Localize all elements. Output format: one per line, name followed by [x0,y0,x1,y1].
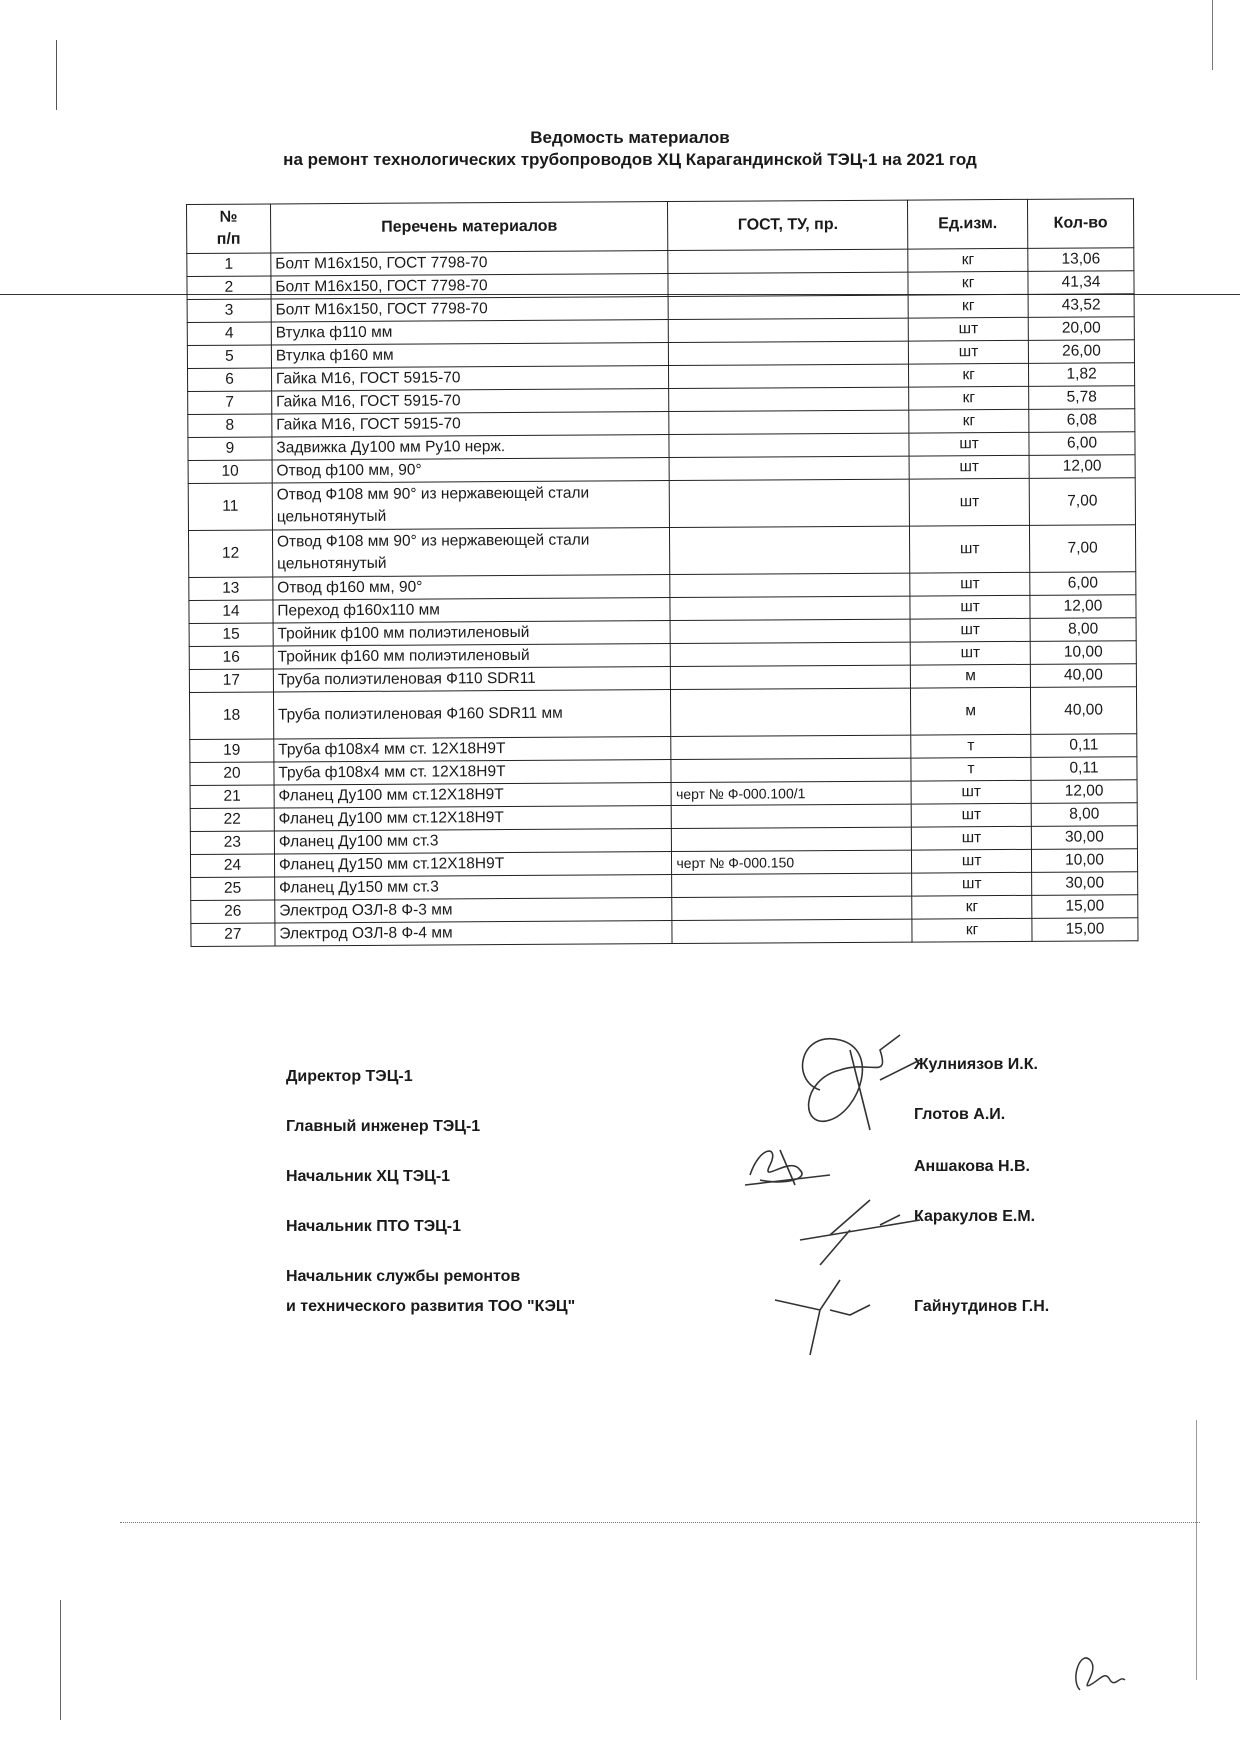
row-num: 4 [187,322,271,346]
row-name: Фланец Ду100 мм ст.12Х18Н9Т [274,806,672,831]
row-name: Отвод Ф108 мм 90° из нержавеющей стали цельнотянутый [272,481,670,530]
row-gost [671,735,911,759]
row-qty: 0,11 [1031,757,1137,781]
row-name: Фланец Ду150 мм ст.12Х18Н9Т [274,852,672,877]
row-name: Труба ф108х4 мм ст. 12Х18Н9Т [274,737,672,762]
header-name: Перечень материалов [270,202,668,253]
row-name: Задвижка Ду100 мм Ру10 нерж. [272,435,670,460]
row-qty: 8,00 [1030,618,1136,642]
row-unit: кг [908,271,1028,295]
header-num-line2: п/п [216,230,241,248]
row-name: Втулка ф110 мм [271,320,669,345]
row-num: 16 [189,646,273,670]
row-name: Отвод ф160 мм, 90° [273,575,671,600]
row-qty: 20,00 [1028,317,1134,341]
row-qty: 15,00 [1032,918,1138,942]
row-gost: черт № Ф-000.100/1 [671,781,911,805]
row-num: 13 [189,577,273,601]
row-gost [669,410,909,434]
scan-artifact-edge [56,40,57,110]
row-gost [670,526,910,574]
row-unit: шт [911,826,1031,850]
row-unit: шт [912,849,1032,873]
row-name: Болт М16х150, ГОСТ 7798-70 [271,297,669,322]
header-num-line1: № [219,208,238,226]
row-gost [671,665,911,689]
row-unit: шт [910,641,1030,665]
signature-block [286,1056,1106,1338]
row-gost [672,827,912,851]
row-name: Фланец Ду100 мм ст.3 [274,829,672,854]
row-num: 14 [189,600,273,624]
row-gost [672,896,912,920]
row-name: Гайка М16, ГОСТ 5915-70 [272,412,670,437]
row-gost [669,364,909,388]
row-num: 25 [191,877,275,901]
signatory-name: Каракулов Е.М. [914,1208,1036,1225]
row-num: 18 [189,692,273,740]
row-qty: 43,52 [1028,294,1134,318]
row-unit: кг [912,918,1032,942]
row-qty: 12,00 [1030,595,1136,619]
row-unit: шт [909,432,1029,456]
row-unit: шт [908,317,1028,341]
table-header-row [187,199,1134,254]
row-name: Фланец Ду150 мм ст.3 [275,875,673,900]
row-gost [669,456,909,480]
signatory-position-line2: и технического развития ТОО "КЭЦ" [286,1298,576,1315]
row-qty: 26,00 [1028,340,1134,364]
row-qty: 13,06 [1028,248,1134,272]
row-qty: 41,34 [1028,271,1134,295]
row-unit: кг [908,294,1028,318]
document-subtitle: на ремонт технологических трубопроводов ХЦ Карагандинской ТЭЦ-1 на 2021 год [283,150,977,169]
row-qty: 1,82 [1029,363,1135,387]
row-qty: 10,00 [1032,849,1138,873]
row-qty: 6,08 [1029,409,1135,433]
row-name: Гайка М16, ГОСТ 5915-70 [272,389,670,414]
row-unit: шт [912,872,1032,896]
signatory-name: Аншакова Н.В. [914,1158,1030,1175]
row-num: 8 [188,414,272,438]
row-gost [671,642,911,666]
row-name: Труба ф108х4 мм ст. 12Х18Н9Т [274,760,672,785]
row-unit: м [911,687,1031,735]
scan-artifact-edge [1196,1420,1197,1680]
signatory-position: Директор ТЭЦ-1 [286,1068,413,1085]
signatory-name: Гайнутдинов Г.Н. [914,1298,1050,1315]
row-unit: м [910,664,1030,688]
row-num: 7 [188,391,272,415]
row-unit: кг [909,386,1029,410]
row-gost [670,596,910,620]
row-qty: 30,00 [1031,826,1137,850]
row-gost [668,272,908,296]
row-num: 21 [190,785,274,809]
row-num: 24 [190,854,274,878]
row-num: 9 [188,437,272,461]
row-num: 26 [191,900,275,924]
row-gost [670,573,910,597]
table-row [188,525,1135,578]
table-row [189,687,1136,740]
row-unit: шт [910,618,1030,642]
row-name: Втулка ф160 мм [271,343,669,368]
row-gost: черт № Ф-000.150 [672,850,912,874]
row-unit: т [911,734,1031,758]
row-num: 11 [188,483,272,531]
row-name: Переход ф160х110 мм [273,598,671,623]
row-name: Электрод ОЗЛ-8 Ф-3 мм [275,898,673,923]
row-gost [669,318,909,342]
row-unit: шт [911,780,1031,804]
row-qty: 6,00 [1029,432,1135,456]
row-gost [668,249,908,273]
scan-artifact-dots [120,1522,1200,1523]
row-name: Отвод ф100 мм, 90° [272,458,670,483]
header-gost: ГОСТ, ТУ, пр. [668,200,908,250]
row-qty: 7,00 [1029,478,1135,526]
row-unit: кг [909,409,1029,433]
row-name: Тройник ф160 мм полиэтиленовый [273,644,671,669]
row-num: 23 [190,831,274,855]
handwritten-initials [1060,1640,1130,1700]
scan-artifact-edge [1212,0,1213,70]
header-qty: Кол-во [1028,199,1134,249]
row-unit: шт [909,340,1029,364]
row-num: 6 [188,368,272,392]
handwritten-signature [740,1135,850,1195]
row-qty: 30,00 [1032,872,1138,896]
row-num: 27 [191,923,275,947]
row-gost [668,295,908,319]
row-qty: 12,00 [1031,780,1137,804]
table-row [188,478,1135,531]
header-unit: Ед.изм. [908,199,1028,249]
row-qty: 6,00 [1030,572,1136,596]
row-num: 12 [188,530,272,578]
row-qty: 12,00 [1029,455,1135,479]
document-title: Ведомость материалов [530,128,730,147]
row-num: 22 [190,808,274,832]
row-unit: кг [909,363,1029,387]
row-qty: 15,00 [1032,895,1138,919]
row-qty: 8,00 [1031,803,1137,827]
signatory-position: Начальник ХЦ ТЭЦ-1 [286,1168,451,1185]
row-qty: 7,00 [1030,525,1136,573]
row-qty: 10,00 [1030,641,1136,665]
row-name: Гайка М16, ГОСТ 5915-70 [271,366,669,391]
row-gost [672,919,912,943]
row-unit: кг [912,895,1032,919]
row-name: Труба полиэтиленовая Ф110 SDR11 [273,667,671,692]
signatory-position-line1: Начальник службы ремонтов [286,1268,521,1285]
row-name: Тройник ф100 мм полиэтиленовый [273,621,671,646]
row-gost [670,619,910,643]
row-num: 15 [189,623,273,647]
row-gost [670,479,910,527]
signatory-name: Жулниязов И.К. [914,1056,1038,1073]
row-gost [669,341,909,365]
row-unit: шт [911,803,1031,827]
row-gost [672,873,912,897]
row-num: 5 [187,345,271,369]
row-name: Болт М16х150, ГОСТ 7798-70 [271,251,669,276]
header-num [187,204,271,254]
row-name: Болт М16х150, ГОСТ 7798-70 [271,274,669,299]
row-qty: 40,00 [1030,664,1136,688]
row-unit: шт [910,595,1030,619]
row-qty: 5,78 [1029,386,1135,410]
row-gost [672,804,912,828]
row-num: 10 [188,460,272,484]
row-unit: шт [910,525,1030,573]
row-num: 3 [187,299,271,323]
row-num: 19 [190,739,274,763]
row-gost [669,433,909,457]
row-gost [671,758,911,782]
row-unit: шт [909,478,1029,526]
row-unit: кг [908,248,1028,272]
row-name: Фланец Ду100 мм ст.12Х18Н9Т [274,783,672,808]
handwritten-signature [780,1020,930,1140]
row-unit: шт [909,455,1029,479]
handwritten-signature [770,1270,880,1360]
row-unit: шт [910,572,1030,596]
signatory-position: Начальник ПТО ТЭЦ-1 [286,1218,462,1235]
row-name: Отвод Ф108 мм 90° из нержавеющей стали цельнотянутый [272,528,670,577]
row-num: 20 [190,762,274,786]
row-unit: т [911,757,1031,781]
row-name: Электрод ОЗЛ-8 Ф-4 мм [275,921,673,946]
row-num: 2 [187,276,271,300]
row-gost [671,688,911,736]
scan-artifact-edge [60,1600,61,1720]
row-num: 17 [189,669,273,693]
row-qty: 40,00 [1031,687,1137,735]
signatory-name: Глотов А.И. [914,1106,1006,1123]
row-gost [669,387,909,411]
row-qty: 0,11 [1031,734,1137,758]
row-num: 1 [187,253,271,277]
row-name: Труба полиэтиленовая Ф160 SDR11 мм [273,690,671,739]
handwritten-signature [790,1190,930,1270]
signatory-position: Главный инженер ТЭЦ-1 [286,1118,481,1135]
materials-table [186,198,1139,947]
